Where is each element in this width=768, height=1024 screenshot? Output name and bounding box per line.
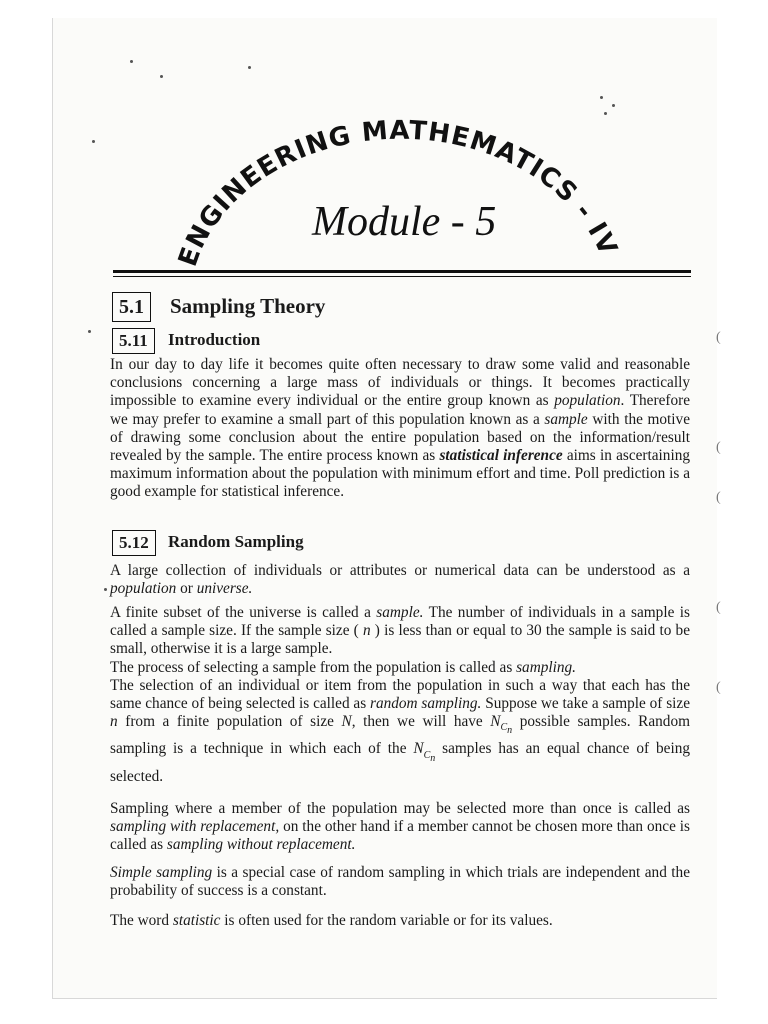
section-title-5-12: Random Sampling bbox=[168, 532, 304, 551]
header-rule-thin bbox=[113, 276, 691, 277]
random-sampling-paragraph-3: Sampling where a member of the population may be selected more than once is called as sampling with replacement, on the other hand if a member cannot be chosen more than once is called as sampling without replacement. bbox=[110, 800, 690, 854]
random-sampling-paragraph-2: A finite subset of the universe is called a sample. The number of individuals in a sample is called a sample size. If the sample size ( n ) is less than or equal to 30 the sample is said to be small, otherwise it is a large sample. The process of selecting a sample from the population is called as sampling. The selection of an individual or item from the population in such a way that each has the same chance of being selected is called as random sampling. Suppose we take a sample of size n from a finite population of size N, then we will have $N_{C_n}$ possible samples. Random sampling is a technique in which each of the $N_{C_n}$ samples has an equal chance of being selected. bbox=[110, 604, 691, 785]
arc-title-text: ENGINEERING MATHEMATICS - IV bbox=[173, 115, 623, 271]
margin-mark: ( bbox=[716, 490, 721, 505]
section-number-5-1: 5.1 bbox=[112, 292, 151, 322]
margin-mark: ( bbox=[716, 600, 721, 615]
scan-speck bbox=[160, 75, 163, 78]
scan-speck bbox=[88, 330, 91, 333]
random-sampling-paragraph-5: The word statistic is often used for the random variable or for its values. bbox=[110, 912, 553, 929]
section-number-5-12: 5.12 bbox=[112, 530, 156, 556]
margin-mark: ( bbox=[716, 680, 721, 695]
arc-title bbox=[165, 90, 625, 280]
scan-speck bbox=[104, 588, 107, 591]
header-rule bbox=[113, 270, 691, 273]
section-title-5-11: Introduction bbox=[168, 330, 261, 349]
margin-mark: ( bbox=[716, 440, 721, 455]
random-sampling-paragraph-4: Simple sampling is a special case of random sampling in which trials are independent and the probability of success is a constant. bbox=[110, 864, 690, 900]
intro-paragraph: In our day to day life it becomes quite often necessary to draw some valid and reasonable conclusions concerning a large mass of individuals or things. It becomes practically impossible to examine every individual or the entire group known as population. Therefore we may prefer to examine a small part of this population known as a sample with the motive of drawing some conclusion about the entire population based on the information/result revealed by the sample. The entire process known as statistical inference aims in ascertaining maximum information about the population with minimum effort and time. Poll prediction is a good example for statistical inference. bbox=[110, 356, 690, 501]
module-title: Module - 5 bbox=[312, 199, 497, 245]
scan-speck bbox=[130, 60, 133, 63]
svg-text:ENGINEERING MATHEMATICS - IV bbox=[173, 116, 623, 271]
random-sampling-paragraph-1: A large collection of individuals or attributes or numerical data can be understood as a population or universe. bbox=[110, 562, 690, 598]
scan-speck bbox=[92, 140, 95, 143]
scan-speck bbox=[248, 66, 251, 69]
margin-mark: ( bbox=[716, 330, 721, 345]
section-title-5-1: Sampling Theory bbox=[170, 294, 326, 318]
section-number-5-11: 5.11 bbox=[112, 328, 155, 354]
